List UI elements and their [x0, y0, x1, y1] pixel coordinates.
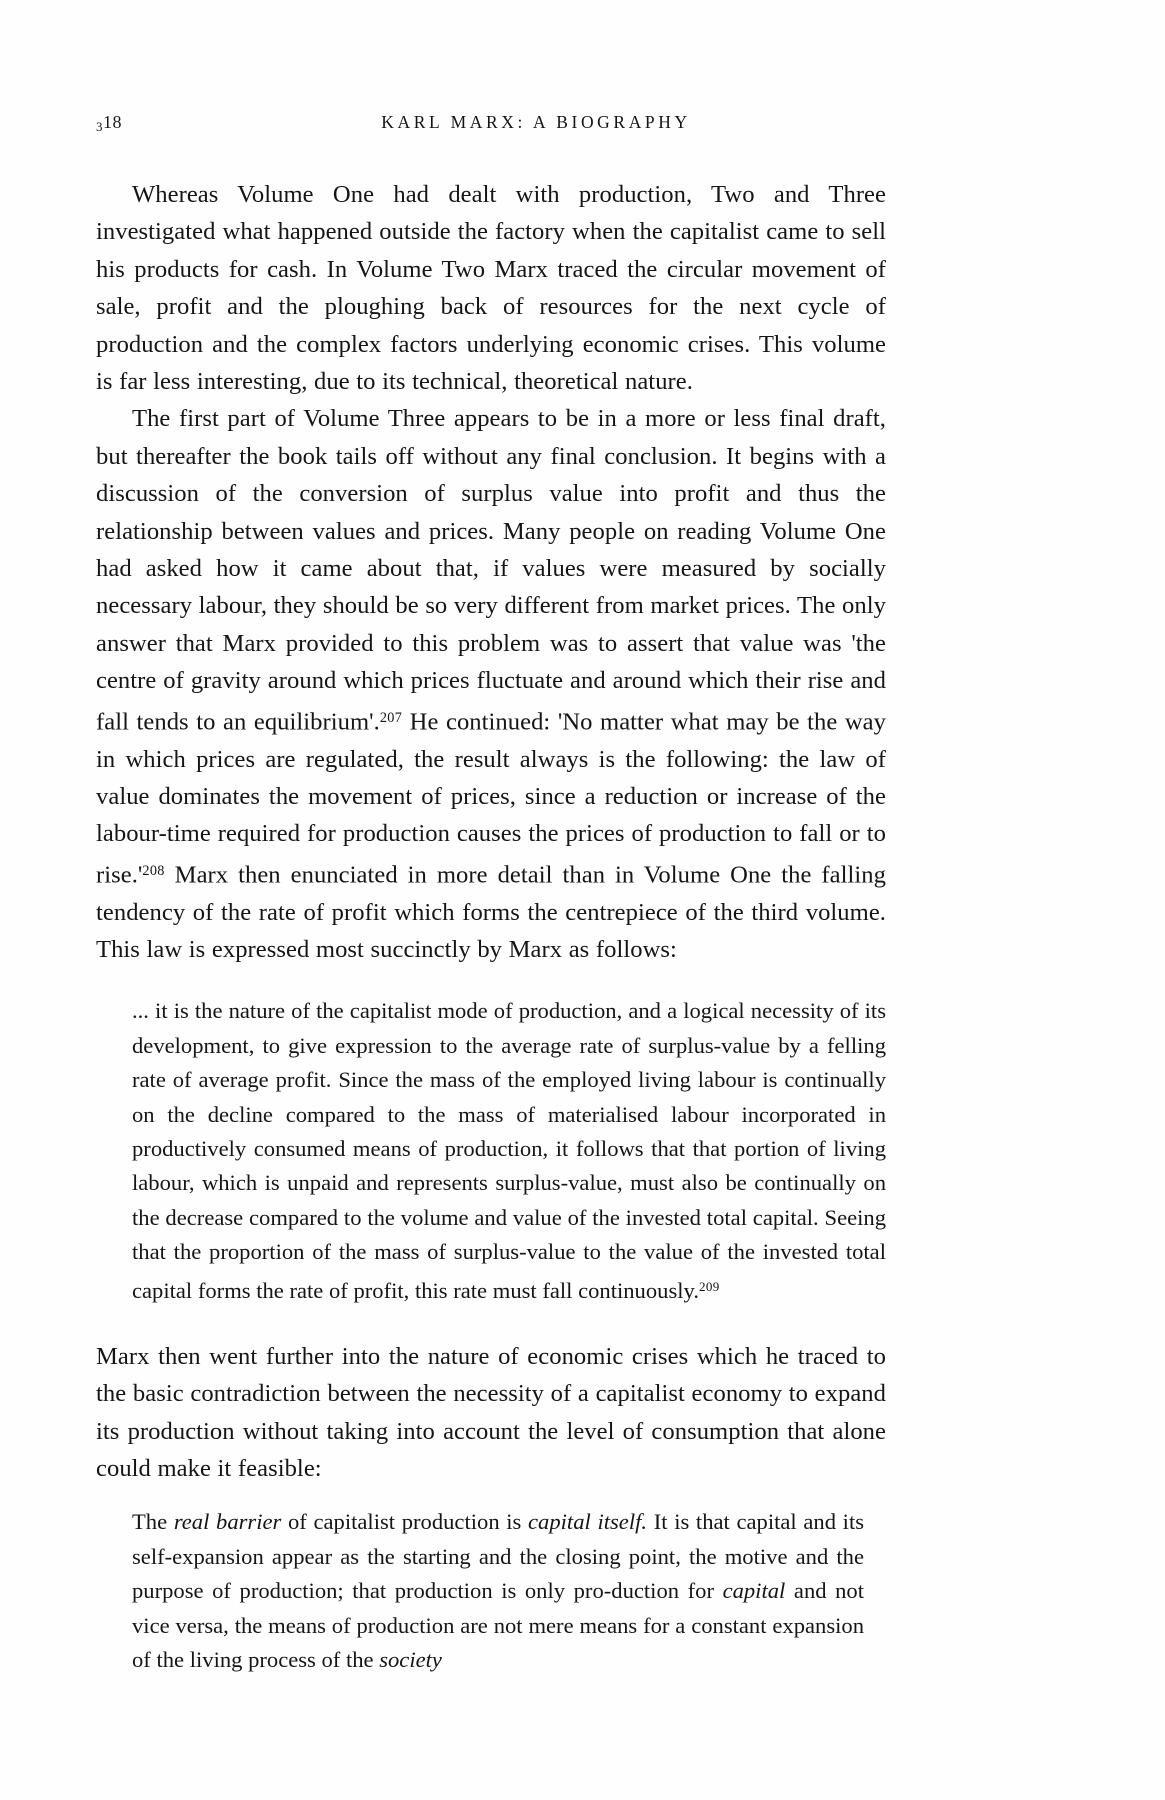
blockquote-2-emphasis-3: capital: [722, 1578, 786, 1604]
blockquote-2-seg-2: of capitalist production is: [281, 1509, 529, 1535]
paragraph-2-part-b: He continued: 'No matter what may be the way in which prices are regulated, the result always is the following: the law of value dominates the movement of prices, since a reduction or increase of the labour-time required for production causes the prices of production to fall or to rise.': [96, 708, 886, 889]
blockquote-2-seg-1: The: [132, 1509, 174, 1535]
running-head: [96, 112, 886, 142]
blockquote-2-emphasis-4: society: [379, 1647, 442, 1673]
footnote-marker-208: 208: [142, 862, 165, 879]
spacer-before-quote-1: [96, 968, 886, 994]
paragraph-2-part-c: Marx then enunciated in more detail than in Volume One the falling tendency of the rate of profit which forms the centrepiece of the third volume. This law is expressed most succinctly by Marx as follows:: [96, 861, 886, 963]
page-number-prefix: 3: [96, 118, 103, 134]
blockquote-2-emphasis-1: real barrier: [173, 1509, 282, 1535]
paragraph-2: [96, 400, 886, 968]
blockquote-2-emphasis-2: capital itself.: [528, 1509, 648, 1535]
paragraph-1: Whereas Volume One had dealt with production, Two and Three investigated what happened outside the factory when the capitalist came to sell his products for cash. In Volume Two Marx traced the circular movement of sale, profit and the ploughing back of resources for the next cycle of production and the complex factors underlying economic crises. This volume is far less interesting, due to its technical, theoretical nature.: [96, 181, 886, 396]
page-content: [96, 112, 886, 1677]
spacer-after-quote-1: [96, 1308, 886, 1338]
spacer-before-quote-2: [96, 1487, 886, 1505]
blockquote-2: [96, 1505, 886, 1677]
blockquote-2-seg-3: It is that capital and its self-expansion appear as the starting and the closing point, the motive and the purpose of production; that production is only pro-duction for: [132, 1509, 865, 1604]
footnote-marker-209: 209: [699, 1278, 720, 1294]
footnote-marker-207: 207: [379, 709, 403, 726]
blockquote-1: [96, 994, 886, 1307]
paragraph-2-part-a: The first part of Volume Three appears to be in a more or less final draft, but thereafter the book tails off without any final conclusion. It begins with a discussion of the conversion of surplus value into profit and thus the relationship between values and prices. Many people on reading Volume One had asked how it came about that, if values were measured by socially necessary labour, they should be so very different from market prices. The only answer that Marx provided to this problem was to assert that value was 'the centre of gravity around which prices fluctuate and around which their rise and fall tends to an equilibrium'.: [96, 405, 886, 736]
page-number: [96, 112, 246, 135]
page-number-rest: 18: [103, 112, 122, 132]
blockquote-1-text: ... it is the nature of the capitalist mode of production, and a logical necessity of its development, to give expression to the average rate of surplus-value by a felling rate of average profit. Since the mass of the employed living labour is continually on the decline compared to the mass of materialised labour incorporated in productively consumed means of production, it follows that that portion of living labour, which is unpaid and represents surplus-value, must also be continually on the decrease compared to the volume and value of the invested total capital. Seeing that the proportion of the mass of surplus-value to the value of the invested total capital forms the rate of profit, this rate must fall continuously.: [132, 998, 886, 1303]
paragraph-3: Marx then went further into the nature of economic crises which he traced to the basic contradiction between the necessity of a capitalist economy to expand its production without taking into account the level of consumption that alone could make it feasible:: [96, 1342, 886, 1483]
blockquote-2-seg-4: and not vice versa, the means of production are not mere means for a constant expansion of the living process of the: [132, 1578, 864, 1673]
running-head-title: KARL MARX: A BIOGRAPHY: [381, 112, 691, 132]
